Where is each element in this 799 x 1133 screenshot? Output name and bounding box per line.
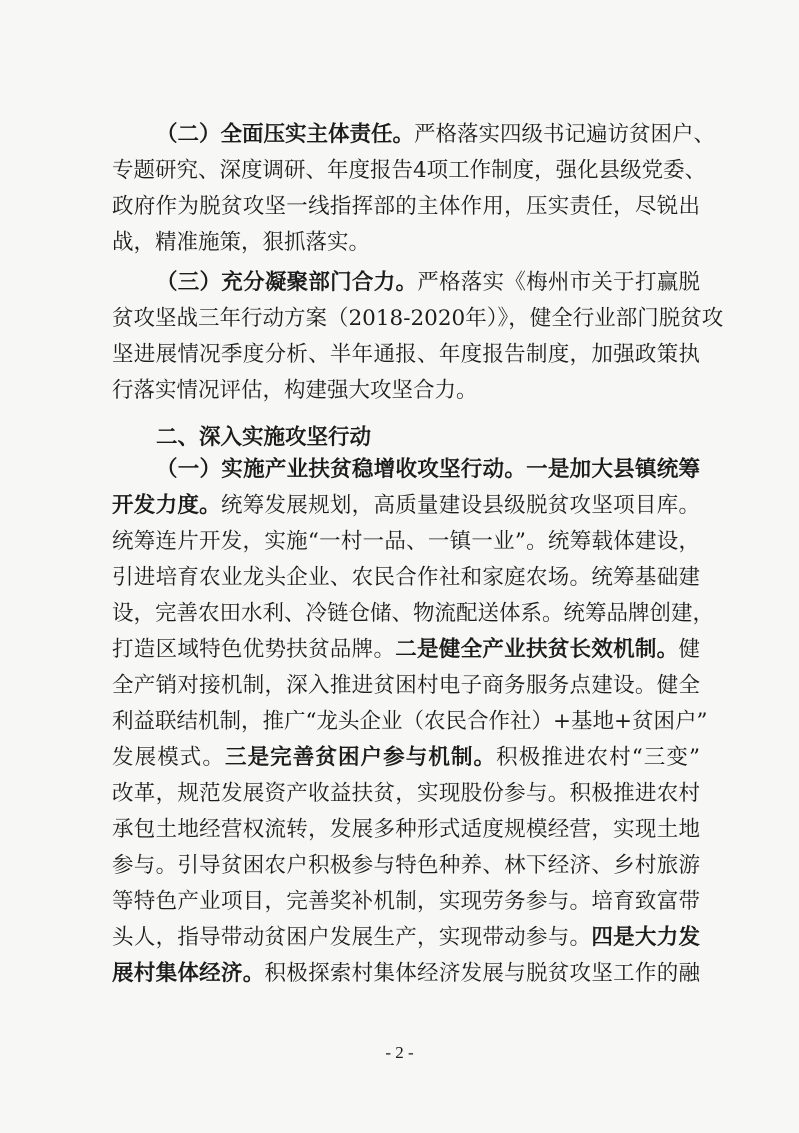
text-line — [112, 373, 700, 409]
text-run: 积极推进农村“三变” — [496, 745, 700, 770]
text-line — [112, 189, 700, 225]
text-run: 等特色产业项目，完善奖补机制，实现劳务参与。培育致富带 — [112, 889, 700, 914]
text-run: 政府作为脱贫攻坚一线指挥部的主体作用，压实责任，尽锐出 — [112, 194, 700, 219]
paragraph-industry-poverty-alleviation — [112, 452, 715, 992]
text-line — [112, 632, 700, 668]
bold-text-run: 展村集体经济。 — [112, 961, 265, 986]
text-line — [112, 524, 700, 560]
text-line — [112, 117, 716, 153]
paragraph-department-synergy — [112, 265, 724, 409]
bold-text-run: 二是健全产业扶贫长效机制。 — [395, 637, 679, 662]
text-run: 发展模式。 — [112, 745, 225, 770]
text-line — [112, 812, 700, 848]
text-line — [112, 596, 715, 632]
bold-text-run: 一是加大县镇统筹 — [526, 457, 700, 482]
text-run: 统筹发展规划，高质量建设县级脱贫攻坚项目库。 — [220, 493, 700, 518]
bold-text-run: 四是大力发 — [591, 925, 700, 950]
text-line — [112, 920, 700, 956]
bold-text-run: （一）实施产业扶贫稳增收攻坚行动。 — [156, 457, 527, 482]
text-run: 健 — [678, 637, 700, 662]
text-line — [112, 884, 700, 920]
text-run: 头人，指导带动贫困户发展生产，实现带动参与。 — [112, 925, 592, 950]
text-run: 参与。引导贫困农户积极参与特色种养、林下经济、乡村旅游 — [112, 853, 700, 878]
text-run: 行落实情况评估，构建强大攻坚合力。 — [112, 378, 478, 403]
text-run: 专题研究、深度调研、年度报告4项工作制度，强化县级党委、 — [112, 158, 707, 183]
text-run: 战，精准施策，狠抓落实。 — [112, 230, 371, 255]
text-line — [112, 452, 700, 488]
text-run: 严格落实四级书记遍访贫困户、 — [414, 122, 716, 147]
text-run: 贫攻坚战三年行动方案（2018-2020年）》，健全行业部门脱贫攻 — [112, 306, 724, 331]
text-run: 统筹连片开发，实施“一村一品、一镇一业”。统筹载体建设， — [112, 529, 700, 554]
text-run: 全产销对接机制，深入推进贫困村电子商务服务点建设。健全 — [112, 673, 700, 698]
text-run: 积极探索村集体经济发展与脱贫攻坚工作的融 — [264, 961, 700, 986]
bold-text-run: 开发力度。 — [112, 493, 221, 518]
text-line — [112, 488, 700, 524]
paragraph-main-responsibility — [112, 117, 716, 261]
text-run: 承包土地经营权流转，发展多种形式适度规模经营，实现土地 — [112, 817, 700, 842]
bold-text-run: 三是完善贫困户参与机制。 — [224, 745, 497, 770]
text-run: 严格落实《梅州市关于打赢脱 — [417, 270, 700, 295]
text-line — [112, 560, 700, 596]
text-run: 设，完善农田水利、冷链仓储、物流配送体系。统筹品牌创建， — [112, 601, 715, 626]
text-run: 利益联结机制，推广“龙头企业（农民合作社）+基地+贫困户” — [112, 709, 708, 734]
text-line — [112, 225, 700, 261]
text-line — [112, 668, 700, 704]
bold-text-run: （三）充分凝聚部门合力。 — [156, 270, 418, 295]
text-line — [112, 704, 708, 740]
text-line — [112, 265, 700, 301]
text-line — [112, 848, 700, 884]
text-line — [112, 153, 707, 189]
text-run: 打造区域特色优势扶贫品牌。 — [112, 637, 396, 662]
text-line — [112, 337, 700, 373]
text-run: 引进培育农业龙头企业、农民合作社和家庭农场。统筹基础建 — [112, 565, 700, 590]
text-line — [112, 301, 724, 337]
page-number: - 2 - — [385, 1043, 414, 1062]
section-heading: 二、深入实施攻坚行动 — [156, 425, 372, 450]
text-run: 改革，规范发展资产收益扶贫，实现股份参与。积极推进农村 — [112, 781, 700, 806]
text-line — [112, 776, 700, 812]
bold-text-run: （二）全面压实主体责任。 — [156, 122, 415, 147]
text-line — [112, 956, 700, 992]
text-run: 坚进展情况季度分析、半年通报、年度报告制度，加强政策执 — [112, 342, 700, 367]
text-line — [112, 740, 700, 776]
